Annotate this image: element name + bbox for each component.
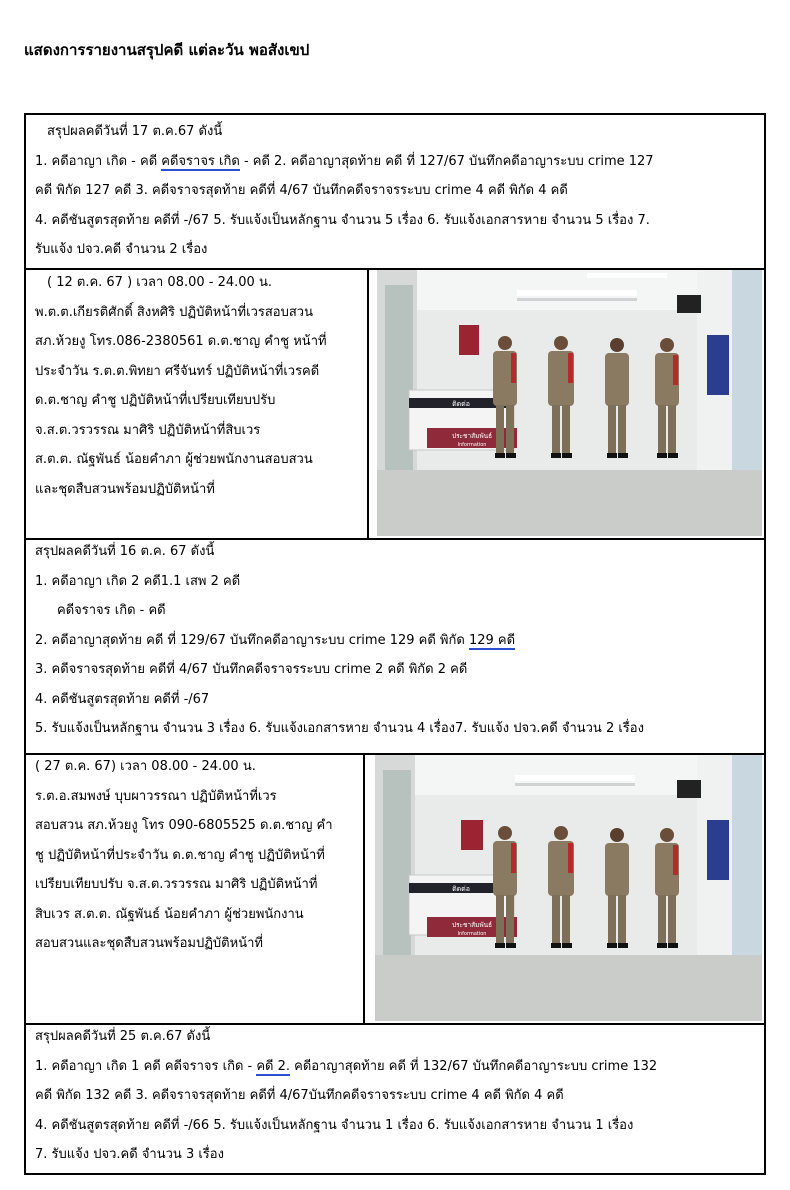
summary-line: รับแจ้ง ปจว.คดี จำนวน 2 เรื่อง <box>35 242 208 257</box>
duty-line: พ.ต.ต.เกียรติศักดิ์ สิงหศิริ ปฏิบัติหน้าที่เวรสอบสวน <box>35 304 313 320</box>
summary-heading: สรุปผลคดีวันที่ 17 ต.ค.67 ดังนี้ <box>47 124 223 139</box>
duty-line: ส.ต.ต. ณัฐพันธ์ น้อยคำภา ผู้ช่วยพนักงานสอบสวน <box>35 452 313 467</box>
sign-main: ประชาสัมพันธ์ <box>451 432 493 440</box>
underlined-text: 129 คดี <box>468 632 516 648</box>
summary-text: - คดี 2. คดีอาญาสุดท้าย คดี ที่ 127/67 บันทึกคดีอาญาระบบ crime 127 <box>239 153 654 169</box>
summary-line: 3. คดีจราจรสุดท้าย คดีที่ 4/67 บันทึกคดีจราจรระบบ crime 2 คดี พิกัด 2 คดี <box>35 662 468 677</box>
duty-line: เปรียบเทียบปรับ จ.ส.ต.วรวรรณ มาศิริ ปฏิบัติหน้าที่ <box>35 877 318 892</box>
duty-12-oct <box>35 268 370 504</box>
summary-heading: สรุปผลคดีวันที่ 16 ต.ค. 67 ดังนี้ <box>35 544 215 559</box>
duty-line: สอบสวน สภ.ห้วยงู โทร 090-6805525 ด.ต.ชาญ คำ <box>35 818 333 833</box>
summary-text: 1. คดีอาญา เกิด 1 คดี คดีจราจร เกิด - <box>35 1058 257 1074</box>
duty-line: สภ.ห้วยงู โทร.086-2380561 ด.ต.ชาญ คำชู หน้าที่ <box>35 334 327 349</box>
underlined-text: คดี 2. <box>256 1058 291 1074</box>
summary-line: คดี พิกัด 132 คดี 3. คดีจราจรสุดท้าย คดีที่ 4/67บันทึกคดีจราจรระบบ crime 4 คดี พิกัด 4 คดี <box>35 1088 564 1103</box>
duty-line: ชู ปฏิบัติหน้าที่ประจำวัน ด.ต.ชาญ คำชู ปฏิบัติหน้าที่ <box>35 847 325 863</box>
counter-label: ติดต่อ <box>452 400 470 408</box>
summary-line <box>35 1052 758 1082</box>
duty-line: จ.ส.ต.วรวรรณ มาศิริ ปฏิบัติหน้าที่สิบเวร <box>35 422 261 438</box>
summary-text: 2. คดีอาญาสุดท้าย คดี ที่ 129/67 บันทึกคดีอาญาระบบ crime 129 คดี พิกัด <box>35 632 469 648</box>
sign-sub: Information <box>457 442 487 448</box>
duty-line: ประจำวัน ร.ต.ต.พิทยา ศรีจันทร์ ปฏิบัติหน้าที่เวรคดี <box>35 363 320 379</box>
duty-27-oct <box>35 752 370 959</box>
summary-line: 4. คดีชันสูตรสุดท้าย คดีที่ -/66 5. รับแจ้งเป็นหลักฐาน จำนวน 1 เรื่อง 6. รับแจ้งเอกสารหาย จำนวน 1 เรื่อง <box>35 1117 634 1133</box>
summary-text: คดีอาญาสุดท้าย คดี ที่ 132/67 บันทึกคดีอาญาระบบ crime 132 <box>290 1058 658 1074</box>
column-divider <box>367 268 369 538</box>
summary-25-oct <box>35 1022 758 1170</box>
duty-line: สอบสวนและชุดสืบสวนพร้อมปฏิบัติหน้าที่ <box>35 936 263 951</box>
summary-line: 7. รับแจ้ง ปจว.คดี จำนวน 3 เรื่อง <box>35 1147 224 1162</box>
summary-line: 4. คดีชันสูตรสุดท้าย คดีที่ -/67 5. รับแจ้งเป็นหลักฐาน จำนวน 5 เรื่อง 6. รับแจ้งเอกสารหาย จำนวน 5 เรื่อง 7. <box>35 212 650 228</box>
summary-heading: สรุปผลคดีวันที่ 25 ต.ค.67 ดังนี้ <box>35 1029 211 1044</box>
duty-team-photo <box>375 755 762 1021</box>
underlined-text: คดีจราจร เกิด <box>161 153 240 169</box>
counter-label: ติดต่อ <box>452 885 470 893</box>
summary-line: คดี พิกัด 127 คดี 3. คดีจราจรสุดท้าย คดีที่ 4/67 บันทึกคดีจราจรระบบ crime 4 คดี พิกัด 4 คดี <box>35 183 568 198</box>
report-table <box>24 113 766 1175</box>
duty-team-photo <box>377 270 762 536</box>
duty-line: และชุดสืบสวนพร้อมปฏิบัติหน้าที่ <box>35 481 215 497</box>
duty-line: ( 27 ต.ค. 67) เวลา 08.00 - 24.00 น. <box>35 759 256 774</box>
summary-line: 1. คดีอาญา เกิด 2 คดี1.1 เสพ 2 คดี <box>35 573 241 589</box>
summary-17-oct <box>35 117 758 265</box>
sign-sub: Information <box>457 931 487 937</box>
duty-line: ( 12 ต.ค. 67 ) เวลา 08.00 - 24.00 น. <box>47 275 272 290</box>
summary-line: คดีจราจร เกิด - คดี <box>57 603 166 618</box>
column-divider <box>363 753 365 1023</box>
summary-16-oct <box>35 537 758 744</box>
duty-line: ด.ต.ชาญ คำชู ปฏิบัติหน้าที่เปรียบเทียบปรับ <box>35 393 276 408</box>
sign-main: ประชาสัมพันธ์ <box>451 921 493 929</box>
summary-text: 1. คดีอาญา เกิด - คดี <box>35 153 162 169</box>
summary-line <box>35 147 758 177</box>
summary-line: 5. รับแจ้งเป็นหลักฐาน จำนวน 3 เรื่อง 6. รับแจ้งเอกสารหาย จำนวน 4 เรื่อง7. รับแจ้ง ปจว.คดี จำนวน 2 เรื่อง <box>35 721 644 736</box>
duty-line: ร.ต.อ.สมพงษ์ บุบผาวรรณา ปฏิบัติหน้าที่เวร <box>35 788 277 804</box>
summary-line: 4. คดีชันสูตรสุดท้าย คดีที่ -/67 <box>35 691 210 707</box>
summary-line <box>35 626 758 656</box>
duty-line: สิบเวร ส.ต.ต. ณัฐพันธ์ น้อยคำภา ผู้ช่วยพนักงาน <box>35 906 304 922</box>
page-title: แสดงการรายงานสรุปคดี แต่ละวัน พอสังเขป <box>24 41 310 59</box>
